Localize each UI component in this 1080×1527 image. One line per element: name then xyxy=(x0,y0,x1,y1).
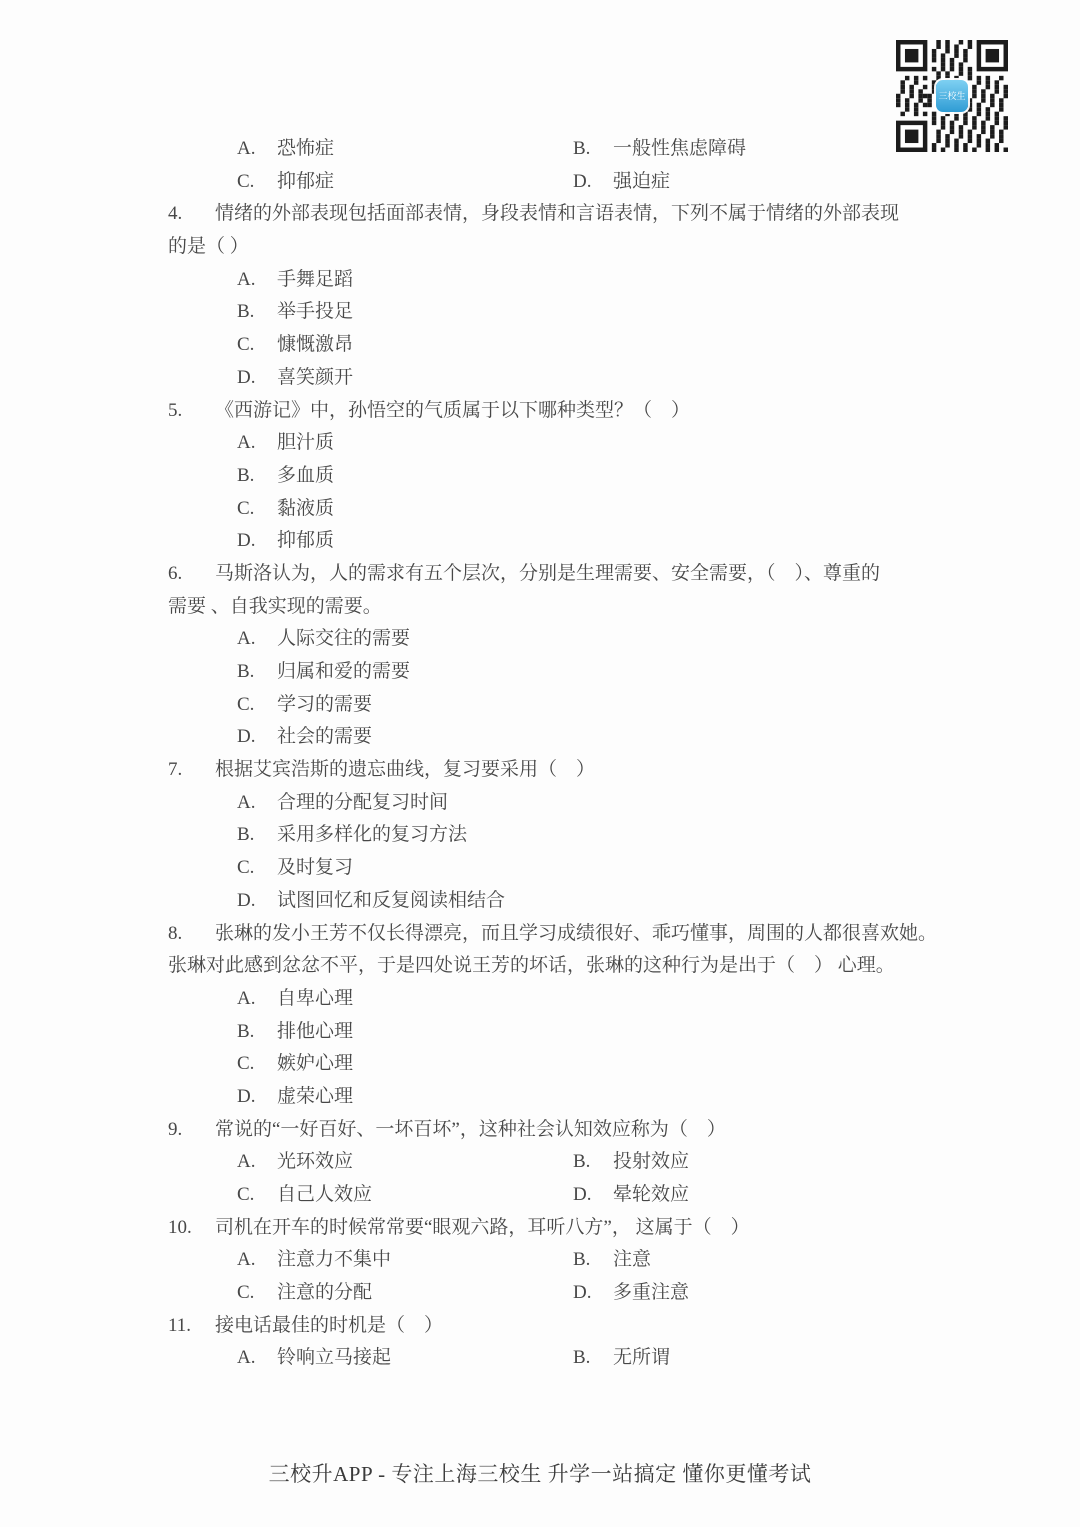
option-letter: B. xyxy=(573,1151,591,1173)
option xyxy=(237,296,353,329)
option xyxy=(237,460,334,493)
question-number: 10. xyxy=(168,1216,192,1238)
option-letter: B. xyxy=(573,1347,591,1369)
option-text: 恐怖症 xyxy=(277,138,335,159)
option xyxy=(237,689,372,722)
option-text: 抑郁症 xyxy=(277,170,335,192)
option-letter: C. xyxy=(237,170,255,192)
option-text: 手舞足蹈 xyxy=(277,268,354,290)
option xyxy=(573,1179,689,1212)
question-line xyxy=(0,918,1080,951)
option-text: 及时复习 xyxy=(277,857,354,879)
option-text: 人际交往的需要 xyxy=(277,628,411,650)
option xyxy=(237,1179,573,1212)
option-text: 注意力不集中 xyxy=(277,1249,392,1271)
question-block xyxy=(0,918,1080,1114)
option-text: 黏液质 xyxy=(277,497,335,519)
option xyxy=(237,852,353,885)
option-text: 自己人效应 xyxy=(277,1184,373,1205)
option-row xyxy=(0,460,1080,493)
option-row xyxy=(0,656,1080,689)
footer-text: 三校升APP - 专注上海三校生 升学一站搞定 懂你更懂考试 xyxy=(268,1462,812,1486)
option-text: 学习的需要 xyxy=(277,693,373,715)
question-text: 司机在开车的时候常常要“眼观六路，耳听八方”， 这属于（ ） xyxy=(215,1216,750,1238)
question-block xyxy=(0,1310,1080,1375)
question-text: 接电话最佳的时机是（ ） xyxy=(215,1314,444,1336)
question-line xyxy=(0,558,1080,591)
option-text: 一般性焦虑障碍 xyxy=(613,138,747,159)
option xyxy=(237,329,353,362)
question-line xyxy=(0,591,1080,624)
question-line xyxy=(0,1114,1080,1147)
option-text: 合理的分配复习时间 xyxy=(277,791,449,813)
question-line xyxy=(0,395,1080,428)
option-letter: C. xyxy=(237,1053,255,1075)
question-line xyxy=(0,1212,1080,1245)
question-line xyxy=(0,231,1080,264)
option xyxy=(573,1146,689,1179)
option-letter: C. xyxy=(237,334,255,356)
question-text: 需要 、自我实现的需要。 xyxy=(168,595,382,617)
option-row xyxy=(0,1179,1080,1212)
option-row xyxy=(0,819,1080,852)
question-line xyxy=(0,754,1080,787)
option xyxy=(237,1081,353,1114)
option-row xyxy=(0,721,1080,754)
option-text: 注意 xyxy=(613,1249,652,1271)
option-row xyxy=(0,689,1080,722)
option xyxy=(237,264,353,297)
option xyxy=(237,885,505,918)
option xyxy=(237,427,334,460)
option xyxy=(573,1342,670,1375)
option-letter: D. xyxy=(237,726,256,748)
option-text: 抑郁质 xyxy=(277,530,335,552)
option xyxy=(237,1048,353,1081)
option-letter: B. xyxy=(573,1249,591,1271)
question-block xyxy=(0,395,1080,558)
option xyxy=(237,983,353,1016)
question-text: 马斯洛认为，人的需求有五个层次，分别是生理需要、安全需要，（ ）、尊重的 xyxy=(215,562,881,584)
option xyxy=(573,1277,689,1310)
option-text: 归属和爱的需要 xyxy=(277,661,411,682)
option-letter: D. xyxy=(573,1282,592,1304)
option xyxy=(237,133,573,166)
option-letter: D. xyxy=(237,366,256,388)
question-list xyxy=(0,133,1080,1375)
question-number: 9. xyxy=(168,1118,183,1140)
option-row xyxy=(0,1048,1080,1081)
qr-logo xyxy=(936,80,968,112)
question-text: 常说的“一好百好、一坏百坏”，这种社会认知效应称为（ ） xyxy=(215,1118,726,1140)
question-line xyxy=(0,1310,1080,1343)
option xyxy=(237,166,573,199)
option xyxy=(237,819,467,852)
question-number: 6. xyxy=(168,562,183,584)
option-letter: A. xyxy=(237,987,256,1009)
option-row xyxy=(0,133,1080,166)
option-letter: B. xyxy=(237,464,255,486)
option xyxy=(237,787,448,820)
option-row xyxy=(0,983,1080,1016)
option-text: 试图回忆和反复阅读相结合 xyxy=(277,889,506,911)
option-row xyxy=(0,852,1080,885)
option-row xyxy=(0,427,1080,460)
question-line xyxy=(0,198,1080,231)
option-letter: D. xyxy=(573,170,592,192)
option-row xyxy=(0,1081,1080,1114)
option-text: 光环效应 xyxy=(277,1151,354,1173)
option-row xyxy=(0,1277,1080,1310)
option xyxy=(573,1244,651,1277)
option xyxy=(237,1277,573,1310)
option-text: 无所谓 xyxy=(613,1347,671,1369)
option-letter: B. xyxy=(573,138,591,159)
option xyxy=(237,525,334,558)
question-text: 《西游记》中，孙悟空的气质属于以下哪种类型？（ ） xyxy=(215,399,691,421)
question-text: 情绪的外部表现包括面部表情，身段表情和言语表情，下列不属于情绪的外部表现 xyxy=(215,203,900,225)
option-letter: B. xyxy=(237,1020,255,1042)
qr-logo-text: 三校生 xyxy=(938,90,966,101)
option-row xyxy=(0,329,1080,362)
option-text: 晕轮效应 xyxy=(613,1184,690,1205)
option xyxy=(237,623,410,656)
question-number: 4. xyxy=(168,203,183,225)
option xyxy=(237,1016,353,1049)
option xyxy=(237,721,372,754)
option-text: 强迫症 xyxy=(613,170,671,192)
option-text: 注意的分配 xyxy=(277,1282,373,1304)
option xyxy=(237,1146,573,1179)
option-text: 多血质 xyxy=(277,464,335,486)
option-letter: A. xyxy=(237,138,256,159)
option-row xyxy=(0,1146,1080,1179)
question-block xyxy=(0,1212,1080,1310)
option-row xyxy=(0,1244,1080,1277)
question-number: 8. xyxy=(168,922,183,944)
option xyxy=(237,1342,573,1375)
question-text: 的是（ ） xyxy=(168,236,249,258)
option-row xyxy=(0,166,1080,199)
option-text: 虚荣心理 xyxy=(277,1085,354,1107)
option-text: 铃响立马接起 xyxy=(277,1347,392,1369)
option-letter: B. xyxy=(237,301,255,323)
question-block xyxy=(0,198,1080,394)
question-text: 张琳的发小王芳不仅长得漂亮，而且学习成绩很好、乖巧懂事，周围的人都很喜欢她。 xyxy=(215,922,938,944)
option-letter: D. xyxy=(237,889,256,911)
option-row xyxy=(0,885,1080,918)
option-letter: D. xyxy=(237,1085,256,1107)
option-letter: A. xyxy=(237,791,256,813)
option-row xyxy=(0,525,1080,558)
question-text: 根据艾宾浩斯的遗忘曲线，复习要采用（ ） xyxy=(215,759,596,781)
option-letter: C. xyxy=(237,1184,255,1205)
option-letter: C. xyxy=(237,497,255,519)
option-letter: A. xyxy=(237,1151,256,1173)
option-row xyxy=(0,296,1080,329)
option-text: 举手投足 xyxy=(277,301,354,323)
option-text: 多重注意 xyxy=(613,1282,690,1304)
option xyxy=(573,166,670,199)
option-text: 胆汁质 xyxy=(277,432,335,454)
option-letter: A. xyxy=(237,1347,256,1369)
option-row xyxy=(0,1342,1080,1375)
option-letter: A. xyxy=(237,268,256,290)
question-block xyxy=(0,754,1080,917)
option-letter: B. xyxy=(237,824,255,846)
option-text: 嫉妒心理 xyxy=(277,1053,354,1075)
option-letter: C. xyxy=(237,857,255,879)
option-row xyxy=(0,362,1080,395)
option-letter: D. xyxy=(237,530,256,552)
option-letter: C. xyxy=(237,1282,255,1304)
option xyxy=(237,656,410,689)
option-text: 采用多样化的复习方法 xyxy=(277,824,468,846)
option-text: 排他心理 xyxy=(277,1020,354,1042)
option-text: 喜笑颜开 xyxy=(277,366,354,388)
option-letter: B. xyxy=(237,661,255,682)
option-letter: A. xyxy=(237,432,256,454)
option-text: 慷慨激昂 xyxy=(277,334,354,356)
option-text: 投射效应 xyxy=(613,1151,690,1173)
option-letter: A. xyxy=(237,628,256,650)
option-text: 自卑心理 xyxy=(277,987,354,1009)
question-block xyxy=(0,558,1080,754)
question-line xyxy=(0,950,1080,983)
option xyxy=(237,362,353,395)
question-block xyxy=(0,133,1080,198)
option xyxy=(573,133,746,166)
option-letter: D. xyxy=(573,1184,592,1205)
question-block xyxy=(0,1114,1080,1212)
question-number: 5. xyxy=(168,399,183,421)
option-row xyxy=(0,1016,1080,1049)
option-row xyxy=(0,623,1080,656)
option xyxy=(237,1244,573,1277)
option-letter: C. xyxy=(237,693,255,715)
option xyxy=(237,493,334,526)
option-text: 社会的需要 xyxy=(277,726,373,748)
question-text: 张琳对此感到忿忿不平，于是四处说王芳的坏话，张琳的这种行为是出于（ ） 心理。 xyxy=(168,955,895,977)
option-row xyxy=(0,787,1080,820)
option-letter: A. xyxy=(237,1249,256,1271)
option-row xyxy=(0,493,1080,526)
question-number: 11. xyxy=(168,1314,192,1336)
question-number: 7. xyxy=(168,759,183,781)
option-row xyxy=(0,264,1080,297)
